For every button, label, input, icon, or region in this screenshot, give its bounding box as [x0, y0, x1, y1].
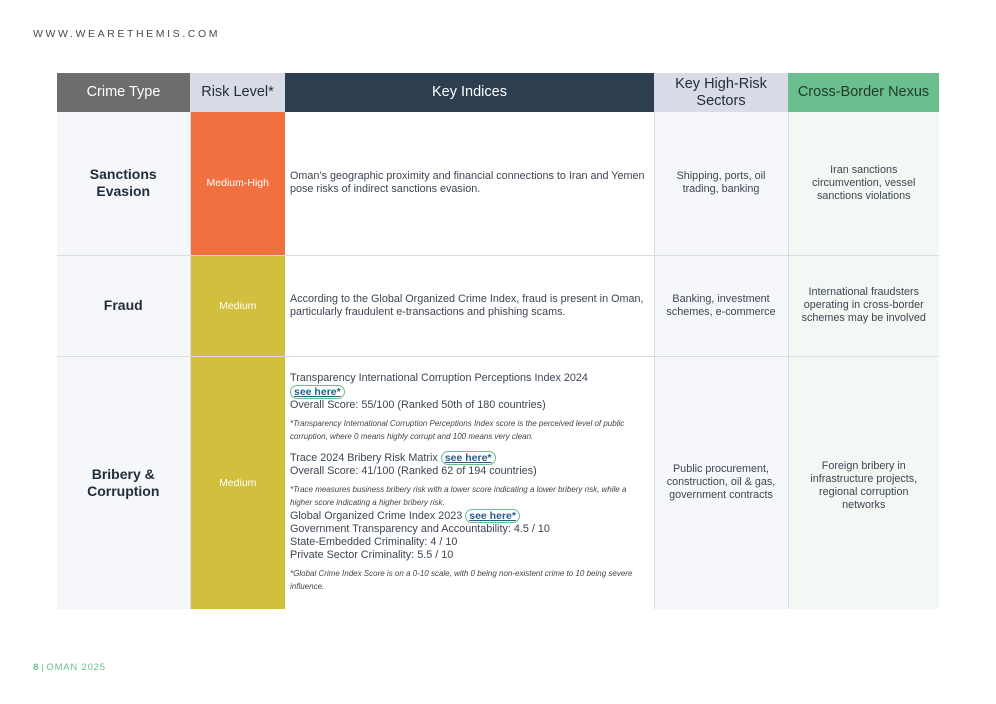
table-header-row [57, 73, 939, 112]
crime-type-cell: Fraud [57, 255, 190, 356]
goci-index-block [290, 509, 648, 593]
cross-border-text: Foreign bribery in infrastructure projects, regional corruption networks [810, 459, 918, 511]
trace-note: *Trace measures business bribery risk with a lower score indicating a lower bribery risk, while a higher score indicating a higher bribery risk. [290, 485, 627, 507]
risk-table [57, 73, 939, 609]
risk-level-badge: Medium [190, 255, 285, 356]
cpi-score: Overall Score: 55/100 (Ranked 50th of 180 countries) [290, 399, 546, 412]
goci-see-here-link[interactable]: see here* [465, 509, 520, 523]
cpi-title: Transparency International Corruption Perceptions Index 2024 [290, 372, 588, 385]
key-indices-cell: According to the Global Organized Crime Index, fraud is present in Oman, particularly fraudulent e-transactions and phishing scams. [285, 255, 654, 356]
key-indices-cell [285, 356, 654, 609]
sectors-cell: Banking, investment schemes, e-commerce [654, 255, 788, 356]
goci-note: *Global Crime Index Score is on a 0-10 scale, with 0 being non-existent crime to 10 being severe influence. [290, 569, 633, 591]
cpi-see-here-link[interactable]: see here* [290, 385, 345, 399]
trace-index-block [290, 451, 648, 507]
cross-border-cell: Iran sanctions circumvention, vessel sanctions violations [788, 112, 939, 255]
goci-line: State-Embedded Criminality: 4 / 10 [290, 536, 458, 549]
cross-border-cell [788, 356, 939, 609]
crime-type-cell: Sanctions Evasion [57, 112, 190, 255]
header-sectors: Key High-Risk Sectors [654, 73, 788, 112]
sectors-cell: Shipping, ports, oil trading, banking [654, 112, 788, 255]
goci-line: Private Sector Criminality: 5.5 / 10 [290, 549, 454, 562]
header-risk-level: Risk Level* [190, 73, 285, 112]
risk-level-badge: Medium [190, 356, 285, 609]
sectors-cell: Public procurement, construction, oil & gas, government contracts [654, 356, 788, 609]
risk-level-badge: Medium-High [190, 112, 285, 255]
goci-line: Government Transparency and Accountability: 4.5 / 10 [290, 523, 550, 536]
document-title: OMAN 2025 [46, 662, 106, 673]
trace-title: Trace 2024 Bribery Risk Matrix [290, 452, 438, 465]
page-number: 8 [33, 662, 40, 673]
table-row [57, 255, 939, 356]
cpi-index-block [290, 372, 648, 443]
table-row [57, 112, 939, 255]
footer-separator: | [41, 662, 45, 673]
trace-see-here-link[interactable]: see here* [441, 451, 496, 465]
cross-border-cell: International fraudsters operating in cross-border schemes may be involved [788, 255, 939, 356]
page-footer [33, 662, 106, 673]
key-indices-cell: Oman’s geographic proximity and financial connections to Iran and Yemen pose risks of indirect sanctions evasion. [285, 112, 654, 255]
header-cross-border: Cross-Border Nexus [788, 73, 939, 112]
crime-type-cell: Bribery & Corruption [57, 356, 190, 609]
cpi-note: *Transparency International Corruption Perceptions Index score is the perceived level of public corruption, where 0 means highly corrupt and 100 means very clean. [290, 419, 625, 441]
trace-score: Overall Score: 41/100 (Ranked 62 of 194 countries) [290, 465, 537, 478]
goci-title: Global Organized Crime Index 2023 [290, 510, 463, 523]
table-row [57, 356, 939, 609]
header-crime-type: Crime Type [57, 73, 190, 112]
header-key-indices: Key Indices [285, 73, 654, 112]
site-url[interactable]: WWW.WEARETHEMIS.COM [33, 28, 221, 40]
